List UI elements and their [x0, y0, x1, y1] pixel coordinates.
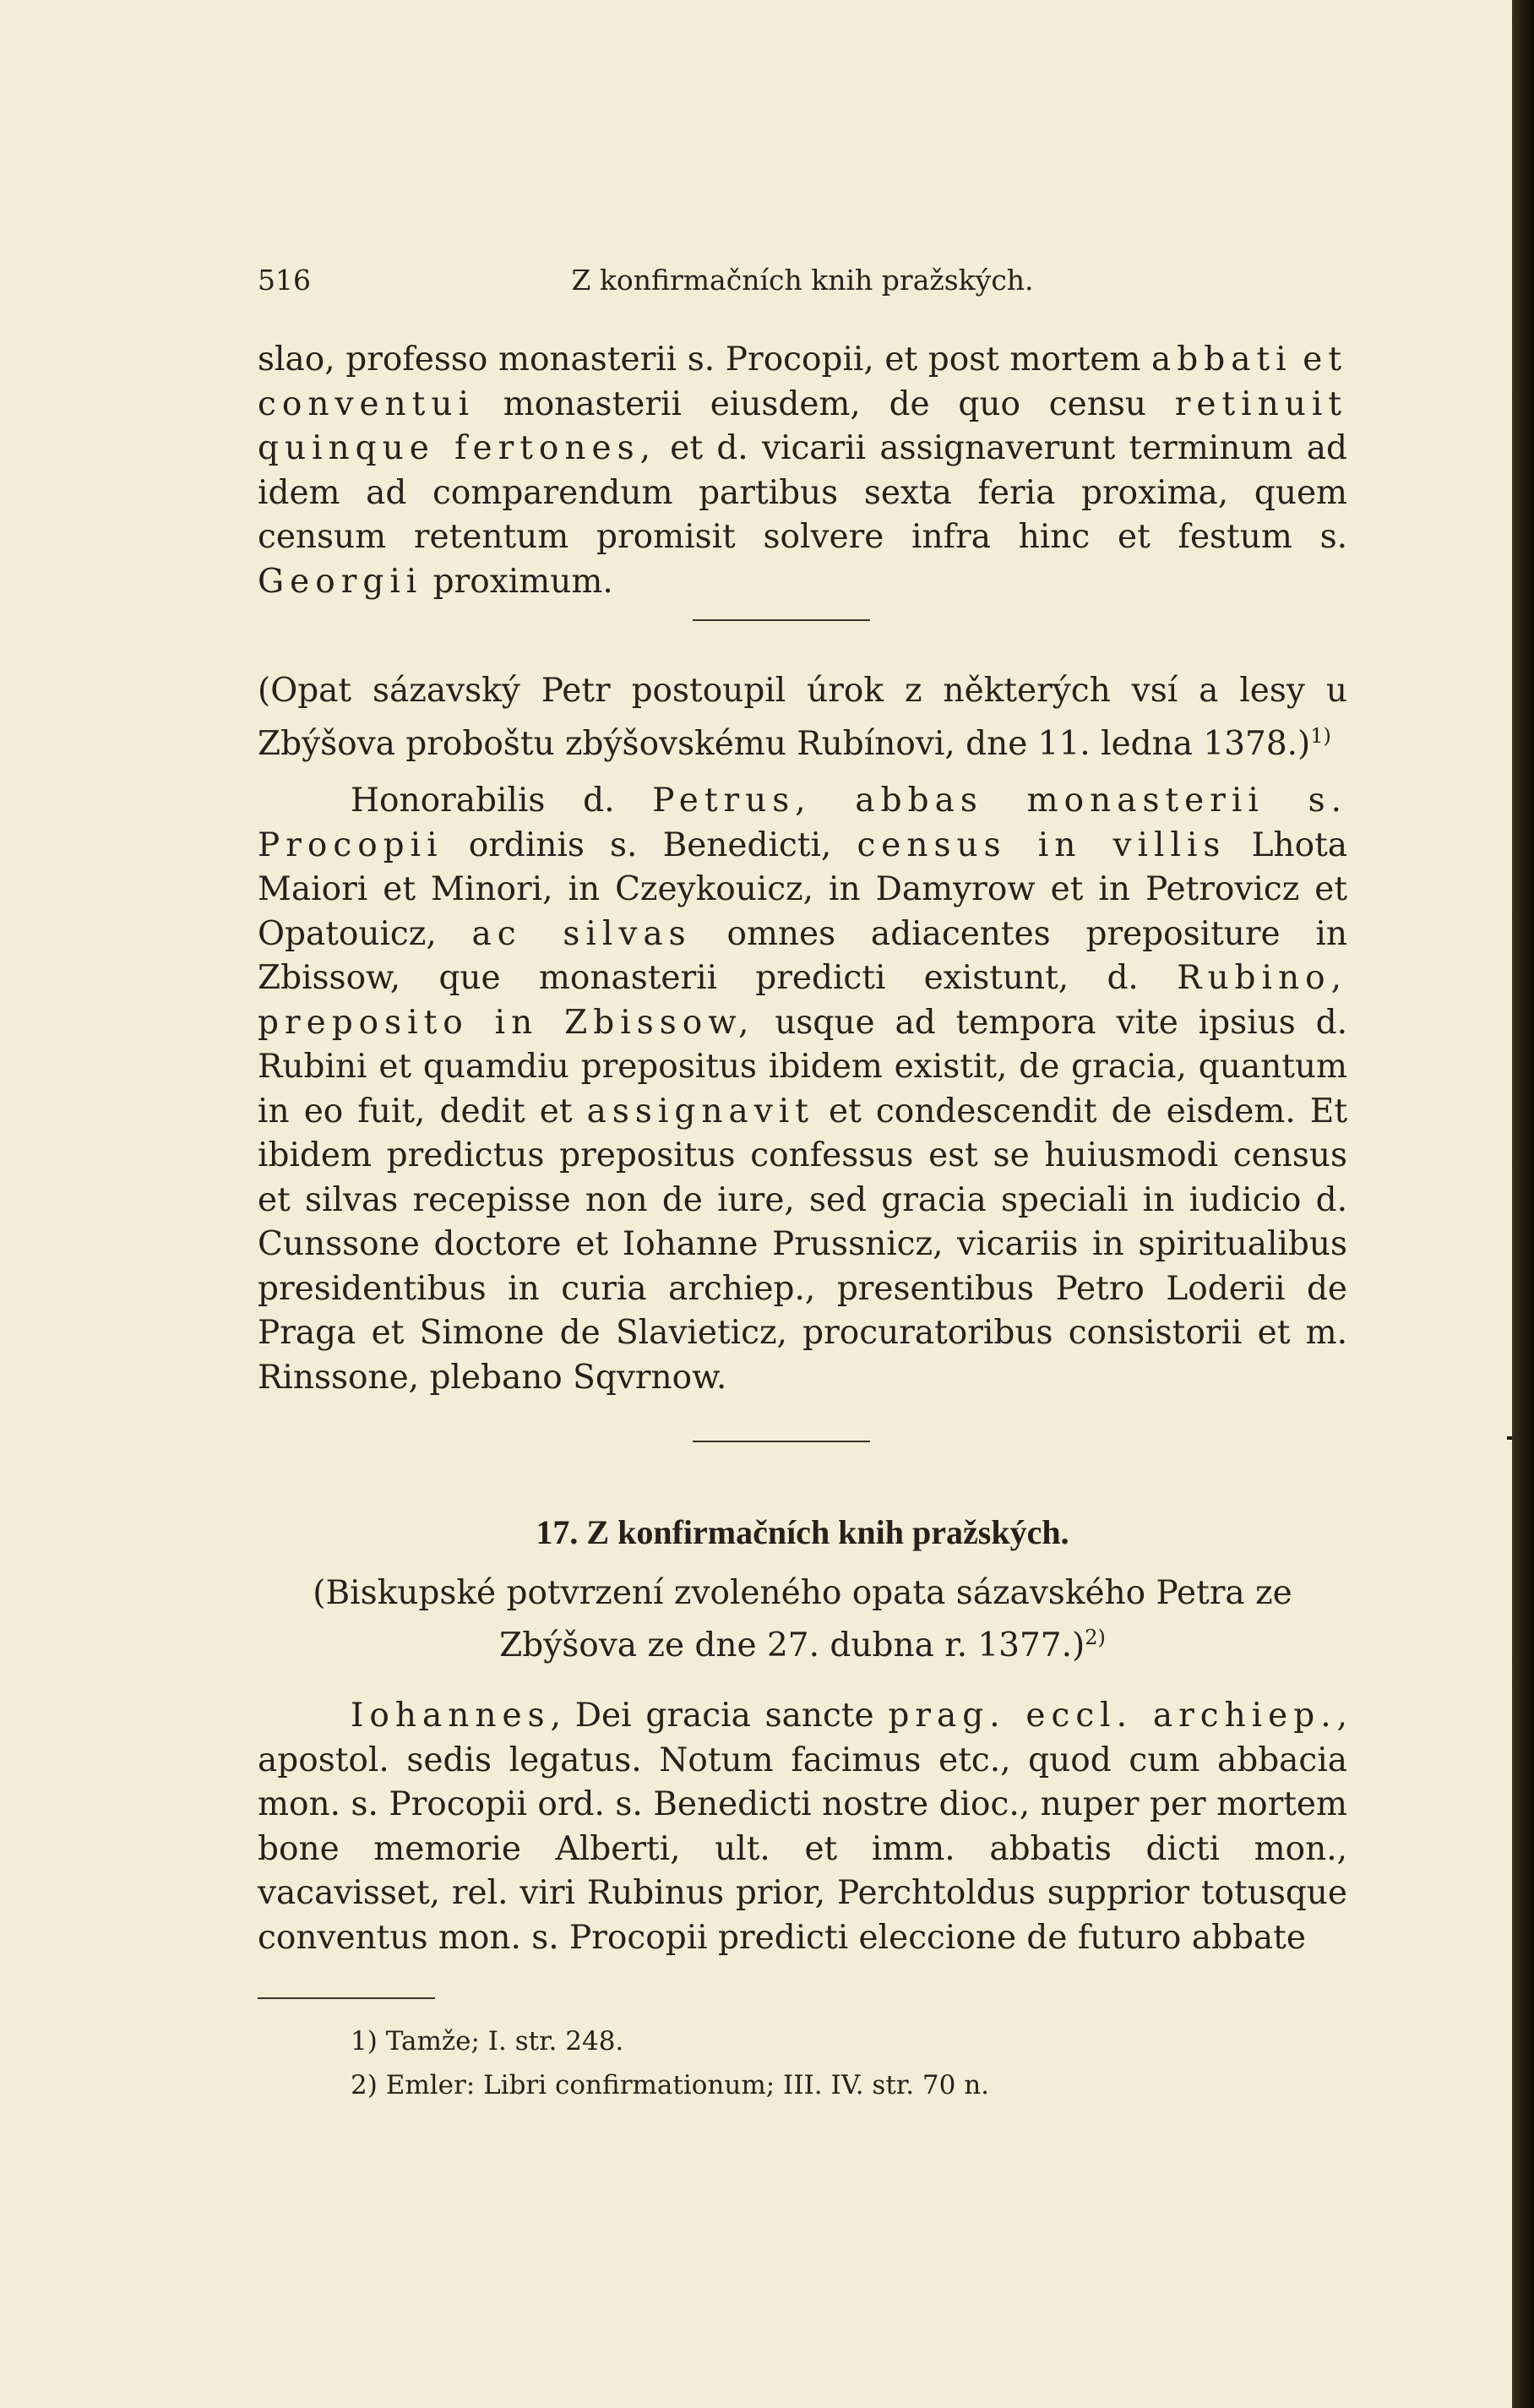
running-title: Z konfirmačních knih pražských.	[571, 264, 1034, 297]
p3-spaced-rubino: Rubino, preposito in Zbissow,	[258, 959, 1347, 1042]
p3-spaced-silvas: ac silvas	[471, 914, 692, 953]
p1-c	[1292, 340, 1303, 379]
p1-i: proximum.	[422, 562, 613, 601]
paragraph-3	[258, 779, 1347, 1400]
section-heading: 17. Z konfirmačních knih pražských.	[536, 1513, 1069, 1551]
paragraph-1	[258, 338, 1347, 604]
p4-b: , Dei gracia sancte	[550, 1697, 889, 1735]
p1-spaced-georgii: Georgii	[258, 562, 423, 601]
footnote-ref-1: 1)	[1310, 723, 1331, 748]
p3-c: ordinis s. Benedicti,	[443, 825, 857, 864]
footnote-2-mark: 2)	[351, 2070, 378, 2100]
footnote-2-text: Emler: Libri confirmationum; III. IV. str. 70 n.	[385, 2070, 990, 2100]
footnote-1-mark: 1)	[351, 2026, 378, 2057]
separator-rule-2	[693, 1441, 870, 1442]
page-number: 516	[258, 264, 311, 297]
p1-e: monasterii eiusdem, de quo censu	[474, 384, 1175, 423]
p4-spaced-archiep: prag. eccl. archiep.	[888, 1697, 1337, 1735]
p3-e: Lhota Maiori et Minori, in Czeykouicz, in Damyrow et in Petrovicz et Opatouicz,	[258, 825, 1347, 953]
p1-spaced-abbati: abbati	[1151, 340, 1292, 379]
running-header	[258, 264, 1347, 301]
regest-1-text: (Opat sázavský Petr postoupil úrok z některých vsí a lesy u Zbýšova proboštu zbýšovskému Rubínovi, dne 11. ledna 1378.)	[258, 672, 1347, 763]
footnote-rule	[258, 1997, 435, 1999]
separator-rule-1	[693, 619, 870, 621]
footnote-1	[351, 2019, 1347, 2063]
p4-spaced-iohannes: Iohannes	[351, 1697, 551, 1735]
paragraph-4	[258, 1694, 1347, 1960]
p3-spaced-assignavit: assignavit	[586, 1092, 814, 1130]
section-subheading	[258, 1572, 1347, 1668]
p1-a: slao, professo monasterii s. Procopii, et post mortem	[258, 340, 1152, 379]
paragraph-2	[258, 669, 1347, 766]
p3-i: usque ad tempora vite ipsius d. Rubini et quamdiu prepositus ibidem existit, de gracia, quantum in eo fuit, dedit et	[258, 1003, 1347, 1130]
subheading-text: (Biskupské potvrzení zvoleného opata sázavského Petra ze Zbýšova ze dne 27. dubna r. 1377.)	[313, 1574, 1292, 1664]
p3-spaced-petrus: Petrus, abbas monasterii s. Procopii	[258, 782, 1347, 864]
footnote-2	[351, 2063, 1347, 2107]
p3-spaced-census: census in villis	[857, 825, 1227, 864]
footnote-ref-2: 2)	[1085, 1626, 1106, 1649]
p4-d: , apostol. sedis legatus. Notum facimus etc., quod cum abbacia mon. s. Procopii ord. s. Benedicti nostre dioc., nuper per mortem bone memorie Alberti, ult. et imm. abbatis dicti mon., vacavisset, rel. viri Rubinus prior, Perchtoldus supprior totusque conventus mon. s. Procopii predicti eleccione de futuro abbate	[258, 1697, 1348, 1957]
paragraph-1-text	[258, 338, 1347, 604]
footnote-1-text: Tamže; I. str. 248.	[385, 2026, 624, 2057]
p3-a: Honorabilis d.	[351, 782, 653, 820]
p1-g: et d. vicarii assignaverunt terminum ad idem ad comparendum partibus sexta feria proxima, quem censum retentum promisit solvere infra hinc et festum s.	[258, 429, 1347, 556]
p1-spaced-retinuit: retinuit quinque fertones,	[258, 384, 1347, 467]
page-edge-shadow	[1512, 0, 1534, 2408]
footnotes	[351, 2019, 1347, 2107]
p1-spaced-conventui: et conventui	[258, 340, 1347, 423]
p3-k: et condescendit de eisdem. Et ibidem predictus prepositus confessus est se huiusmodi census et silvas recepisse non de iure, sed gracia speciali in iudicio d. Cunssone doctore et Iohanne Prussnicz, vicariis in spiritualibus presidentibus in curia archiep., presentibus Petro Loderii de Praga et Simone de Slavieticz, procuratoribus consistorii et m. Rinssone, plebano Sqvrnow.	[258, 1092, 1347, 1397]
p3-g: omnes adiacentes prepositure in Zbissow, que monasterii predicti existunt, d.	[258, 914, 1347, 997]
